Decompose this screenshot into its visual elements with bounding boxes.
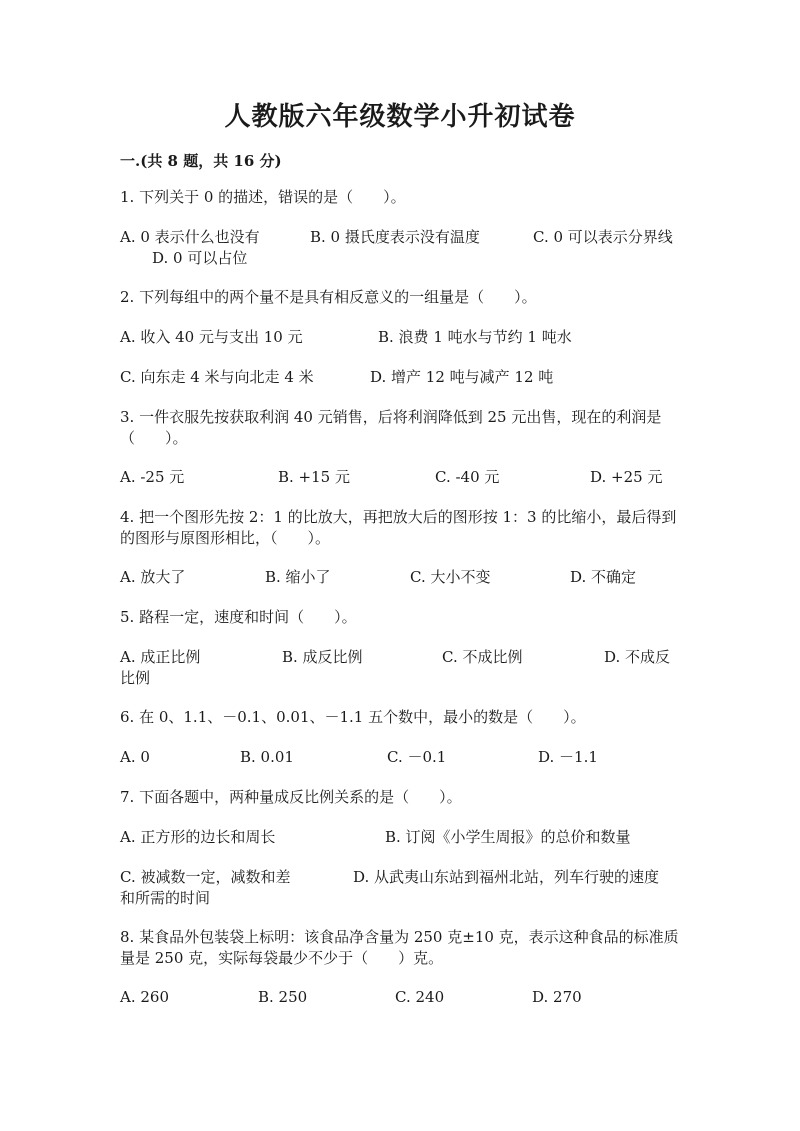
q7-option-d: D. 从武夷山东站到福州北站，列车行驶的速度 bbox=[353, 868, 660, 886]
q6-option-a: A. 0 bbox=[120, 748, 150, 766]
q8-option-d: D. 270 bbox=[532, 988, 582, 1006]
question-2-options-row1 bbox=[120, 327, 690, 349]
q2-option-a: A. 收入 40 元与支出 10 元 bbox=[120, 328, 303, 346]
q5-option-b: B. 成反比例 bbox=[282, 648, 363, 666]
q4-option-d: D. 不确定 bbox=[570, 568, 637, 586]
q8-option-b: B. 250 bbox=[258, 988, 308, 1006]
question-6-stem: 6. 在 0、1.1、－0.1、0.01、－1.1 五个数中，最小的数是（ ）。 bbox=[120, 708, 586, 726]
question-1-options bbox=[120, 227, 690, 249]
q5-option-a: A. 成正比例 bbox=[120, 648, 201, 666]
q3-option-b: B. +15 元 bbox=[278, 468, 350, 486]
q3-option-c: C. -40 元 bbox=[435, 468, 500, 486]
q7-option-c: C. 被减数一定，减数和差 bbox=[120, 868, 291, 886]
q1-option-d: D. 0 可以占位 bbox=[152, 249, 248, 267]
question-3-stem: 3. 一件衣服先按获取利润 40 元销售，后将利润降低到 25 元出售，现在的利润是（ ）。 bbox=[120, 408, 662, 447]
q2-option-c: C. 向东走 4 米与向北走 4 米 bbox=[120, 368, 314, 386]
q4-option-b: B. 缩小了 bbox=[265, 568, 331, 586]
q3-option-d: D. +25 元 bbox=[590, 468, 663, 486]
q3-option-a: A. -25 元 bbox=[120, 468, 185, 486]
question-7-options-row2 bbox=[120, 867, 690, 889]
q8-option-a: A. 260 bbox=[120, 988, 169, 1006]
section-heading: 一.(共 8 题，共 16 分) bbox=[120, 152, 282, 170]
question-1-stem: 1. 下列关于 0 的描述，错误的是（ ）。 bbox=[120, 188, 406, 206]
question-7-stem: 7. 下面各题中，两种量成反比例关系的是（ ）。 bbox=[120, 788, 462, 806]
question-4-stem: 4. 把一个图形先按 2：1 的比放大，再把放大后的图形按 1：3 的比缩小，最后得到的图形与原图形相比，（ ）。 bbox=[120, 508, 677, 547]
question-5-stem: 5. 路程一定，速度和时间（ ）。 bbox=[120, 608, 357, 626]
q5-option-d: D. 不成反 bbox=[604, 648, 671, 666]
q7-option-d-continued: 和所需的时间 bbox=[120, 889, 211, 907]
q2-option-d: D. 增产 12 吨与减产 12 吨 bbox=[370, 368, 554, 386]
q7-option-a: A. 正方形的边长和周长 bbox=[120, 828, 276, 846]
exam-title: 人教版六年级数学小升初试卷 bbox=[224, 102, 576, 132]
q5-option-c: C. 不成比例 bbox=[442, 648, 523, 666]
q6-option-b: B. 0.01 bbox=[240, 748, 294, 766]
q2-option-b: B. 浪费 1 吨水与节约 1 吨水 bbox=[378, 328, 572, 346]
q7-option-b: B. 订阅《小学生周报》的总价和数量 bbox=[385, 828, 631, 846]
q4-option-a: A. 放大了 bbox=[120, 568, 186, 586]
q1-option-b: B. 0 摄氏度表示没有温度 bbox=[310, 228, 480, 246]
q5-option-d-continued: 比例 bbox=[120, 669, 151, 687]
question-8-stem: 8. 某食品外包装袋上标明：该食品净含量为 250 克±10 克，表示这种食品的标准质量是 250 克，实际每袋最少不少于（ ）克。 bbox=[120, 928, 679, 967]
question-8-options bbox=[120, 987, 690, 1009]
question-2-stem: 2. 下列每组中的两个量不是具有相反意义的一组量是（ ）。 bbox=[120, 288, 537, 306]
question-4-options bbox=[120, 567, 690, 589]
q6-option-d: D. －1.1 bbox=[538, 748, 598, 766]
q8-option-c: C. 240 bbox=[395, 988, 445, 1006]
q6-option-c: C. －0.1 bbox=[387, 748, 447, 766]
question-3-options bbox=[120, 467, 690, 489]
question-2-options-row2 bbox=[120, 367, 690, 389]
question-5-options bbox=[120, 647, 690, 669]
q1-option-c: C. 0 可以表示分界线 bbox=[533, 228, 673, 246]
question-7-options-row1 bbox=[120, 827, 690, 849]
question-6-options bbox=[120, 747, 690, 769]
q1-option-a: A. 0 表示什么也没有 bbox=[120, 228, 260, 246]
q4-option-c: C. 大小不变 bbox=[410, 568, 491, 586]
